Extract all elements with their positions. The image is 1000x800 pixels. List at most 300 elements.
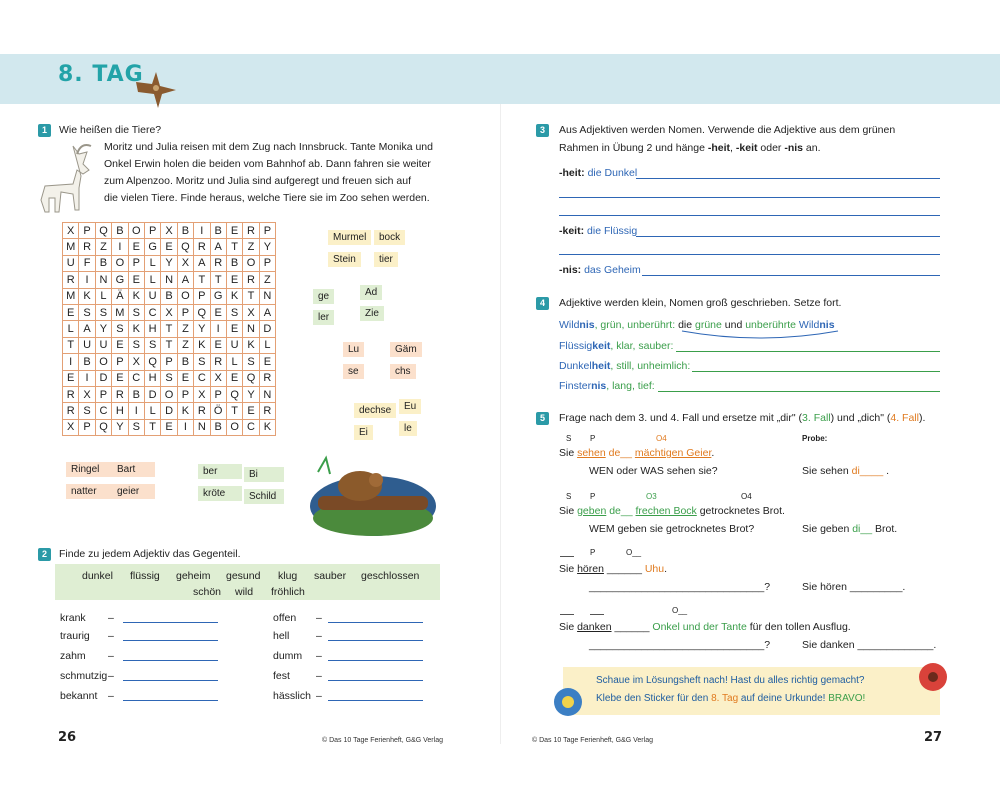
grid-cell[interactable]: I bbox=[79, 272, 95, 288]
grid-cell[interactable]: Q bbox=[177, 239, 193, 255]
grid-cell[interactable]: H bbox=[144, 370, 160, 386]
grid-cell[interactable]: X bbox=[63, 223, 79, 239]
blue-flower-icon bbox=[550, 684, 586, 720]
grid-cell[interactable]: R bbox=[194, 403, 210, 419]
text-span: Wild bbox=[559, 319, 580, 331]
syllable-tile: chs bbox=[390, 364, 416, 379]
text-span: Sie geben bbox=[802, 523, 853, 535]
grid-cell[interactable]: E bbox=[226, 370, 242, 386]
grid-cell[interactable]: Z bbox=[259, 272, 275, 288]
probe-1 bbox=[802, 463, 889, 480]
syllable-tile: tier bbox=[374, 252, 398, 267]
bird-icon bbox=[132, 64, 180, 112]
dash: – bbox=[108, 630, 114, 642]
grid-cell[interactable]: Y bbox=[259, 239, 275, 255]
grid-cell[interactable]: G bbox=[210, 288, 226, 304]
grid-cell[interactable]: P bbox=[177, 386, 193, 402]
text-span: Sie bbox=[559, 563, 578, 575]
text-span: , klar, sauber: bbox=[610, 340, 674, 352]
row-label: -keit: bbox=[559, 225, 585, 237]
text-span: heit bbox=[591, 360, 611, 372]
exercise-4-number: 4 bbox=[536, 297, 549, 310]
adjective-right: offen bbox=[273, 612, 297, 624]
page-number-left: 26 bbox=[58, 730, 77, 745]
grid-cell[interactable]: I bbox=[210, 321, 226, 337]
grid-cell[interactable]: N bbox=[243, 321, 259, 337]
grid-cell[interactable]: P bbox=[161, 354, 177, 370]
grid-cell[interactable]: K bbox=[243, 337, 259, 353]
grid-cell[interactable]: E bbox=[226, 272, 242, 288]
answer-line[interactable] bbox=[328, 622, 423, 623]
grid-cell[interactable]: A bbox=[259, 304, 275, 320]
grid-cell[interactable]: I bbox=[79, 370, 95, 386]
grid-cell[interactable]: R bbox=[243, 272, 259, 288]
grid-cell[interactable]: S bbox=[128, 304, 144, 320]
grid-cell[interactable]: U bbox=[226, 337, 242, 353]
grid-cell[interactable]: K bbox=[259, 419, 275, 435]
grid-cell[interactable]: Q bbox=[95, 419, 111, 435]
text-span: di____ bbox=[851, 465, 884, 477]
grid-cell[interactable]: O bbox=[128, 223, 144, 239]
grid-cell[interactable]: P bbox=[79, 419, 95, 435]
grid-cell[interactable]: X bbox=[79, 386, 95, 402]
syllable-tile: geier bbox=[112, 484, 155, 499]
grid-cell[interactable]: E bbox=[161, 239, 177, 255]
label-probe: Probe: bbox=[802, 434, 828, 443]
grid-cell[interactable]: X bbox=[63, 419, 79, 435]
grid-cell[interactable]: A bbox=[177, 272, 193, 288]
grid-cell[interactable]: Y bbox=[112, 419, 128, 435]
grid-cell[interactable]: D bbox=[161, 403, 177, 419]
grid-cell[interactable]: C bbox=[243, 419, 259, 435]
adjective-right: fest bbox=[273, 670, 290, 682]
grid-cell[interactable]: R bbox=[259, 370, 275, 386]
grid-cell[interactable]: K bbox=[177, 403, 193, 419]
grid-cell[interactable]: X bbox=[161, 304, 177, 320]
grid-cell[interactable]: R bbox=[210, 255, 226, 271]
grid-row bbox=[63, 304, 276, 320]
grid-cell[interactable]: B bbox=[226, 255, 242, 271]
adjective-left: krank bbox=[60, 612, 86, 624]
answer-line[interactable] bbox=[328, 640, 423, 641]
answer-line[interactable] bbox=[328, 660, 423, 661]
grid-cell[interactable]: E bbox=[128, 239, 144, 255]
grid-cell[interactable]: N bbox=[161, 272, 177, 288]
reminder-line-1: Schaue im Lösungsheft nach! Hast du alles richtig gemacht? bbox=[596, 675, 865, 686]
syllable-tile: ge bbox=[313, 289, 334, 304]
answer-line[interactable] bbox=[123, 680, 218, 681]
grid-cell[interactable]: K bbox=[79, 288, 95, 304]
beaver-illustration bbox=[308, 452, 438, 538]
grid-cell[interactable]: B bbox=[210, 419, 226, 435]
label-o: O__ bbox=[626, 548, 642, 557]
grid-cell[interactable]: Q bbox=[194, 304, 210, 320]
grid-cell[interactable]: B bbox=[161, 288, 177, 304]
grid-cell[interactable]: R bbox=[112, 386, 128, 402]
grid-cell[interactable]: L bbox=[144, 255, 160, 271]
grid-cell[interactable]: U bbox=[95, 337, 111, 353]
grid-cell[interactable]: N bbox=[259, 288, 275, 304]
exercise-4-row bbox=[559, 358, 690, 375]
grid-cell[interactable]: S bbox=[128, 419, 144, 435]
grid-cell[interactable]: P bbox=[194, 288, 210, 304]
answer-line[interactable] bbox=[676, 351, 940, 352]
text-span: ). bbox=[918, 412, 926, 424]
grid-cell[interactable]: E bbox=[128, 272, 144, 288]
grid-cell[interactable]: X bbox=[161, 223, 177, 239]
grid-cell[interactable]: S bbox=[79, 403, 95, 419]
text-span: . bbox=[883, 465, 889, 477]
text-span: , bbox=[730, 142, 736, 154]
grid-cell[interactable]: U bbox=[144, 288, 160, 304]
grid-cell[interactable]: P bbox=[128, 255, 144, 271]
grid-cell[interactable]: P bbox=[259, 223, 275, 239]
grid-cell[interactable]: I bbox=[194, 223, 210, 239]
adjective-word: gesund bbox=[226, 570, 261, 582]
answer-line[interactable] bbox=[658, 391, 940, 392]
answer-line[interactable] bbox=[328, 700, 423, 701]
grid-cell[interactable]: P bbox=[79, 223, 95, 239]
text-span: auf deine Urkunde! bbox=[738, 693, 829, 704]
grid-cell[interactable]: X bbox=[177, 255, 193, 271]
grid-cell[interactable]: Q bbox=[144, 354, 160, 370]
exercise-4-row bbox=[559, 378, 655, 395]
row-label: -heit: bbox=[559, 167, 585, 179]
grid-cell[interactable]: A bbox=[210, 239, 226, 255]
grid-cell[interactable]: Z bbox=[243, 239, 259, 255]
grid-cell[interactable]: R bbox=[63, 386, 79, 402]
grid-cell[interactable]: Ä bbox=[112, 288, 128, 304]
syllable-tile: bock bbox=[374, 230, 405, 245]
grid-cell[interactable]: K bbox=[194, 337, 210, 353]
grid-cell[interactable]: H bbox=[112, 403, 128, 419]
grid-cell[interactable]: B bbox=[177, 223, 193, 239]
answer-line[interactable] bbox=[559, 254, 940, 255]
grid-cell[interactable]: E bbox=[63, 304, 79, 320]
label-p: P bbox=[590, 548, 596, 557]
adjective-left: schmutzig bbox=[60, 670, 108, 682]
grid-cell[interactable]: D bbox=[259, 321, 275, 337]
probe-3[interactable]: Sie hören _________. bbox=[802, 581, 906, 593]
grid-cell[interactable]: B bbox=[112, 223, 128, 239]
grid-cell[interactable]: S bbox=[194, 354, 210, 370]
grid-cell[interactable]: E bbox=[112, 337, 128, 353]
grid-cell[interactable]: E bbox=[177, 370, 193, 386]
text-span: Sie bbox=[559, 447, 578, 459]
grid-cell[interactable]: X bbox=[194, 386, 210, 402]
grid-cell[interactable]: I bbox=[128, 403, 144, 419]
grid-cell[interactable]: G bbox=[112, 272, 128, 288]
grid-cell[interactable]: D bbox=[144, 386, 160, 402]
grid-cell[interactable]: E bbox=[259, 354, 275, 370]
heit-row bbox=[559, 165, 637, 182]
text-span: Sie sehen bbox=[802, 465, 852, 477]
grid-cell[interactable]: R bbox=[243, 223, 259, 239]
suffix-nis: -nis bbox=[784, 142, 804, 154]
grid-cell[interactable]: R bbox=[63, 403, 79, 419]
grid-cell[interactable]: B bbox=[95, 255, 111, 271]
answer-line[interactable] bbox=[692, 371, 940, 372]
grid-cell[interactable]: L bbox=[144, 403, 160, 419]
grid-cell[interactable]: I bbox=[112, 239, 128, 255]
grid-cell[interactable]: L bbox=[144, 272, 160, 288]
text-span: frechen Bock bbox=[635, 505, 697, 517]
grid-cell[interactable]: C bbox=[144, 304, 160, 320]
exercise-1-number: 1 bbox=[38, 124, 51, 137]
grid-cell[interactable]: O bbox=[177, 288, 193, 304]
grid-cell[interactable]: P bbox=[112, 354, 128, 370]
text-span: , lang, tief: bbox=[606, 380, 655, 392]
grid-cell[interactable]: T bbox=[210, 272, 226, 288]
exercise-4-question: Adjektive werden klein, Nomen groß geschrieben. Setze fort. bbox=[559, 297, 842, 309]
dash: – bbox=[316, 650, 322, 662]
exercise-3-text: Aus Adjektiven werden Nomen. Verwende die Adjektive aus dem grünen bbox=[559, 124, 896, 136]
grid-cell[interactable]: N bbox=[95, 272, 111, 288]
grid-cell[interactable]: X bbox=[210, 370, 226, 386]
label-s: S bbox=[566, 434, 572, 443]
nis-row bbox=[559, 262, 641, 279]
grid-cell[interactable]: R bbox=[194, 239, 210, 255]
grid-cell[interactable]: E bbox=[226, 223, 242, 239]
text-span: Uhu bbox=[644, 563, 665, 575]
exercise-2-number: 2 bbox=[38, 548, 51, 561]
text-span: die bbox=[678, 319, 695, 331]
text-span: Frage nach dem 3. und 4. Fall und ersetze mit „dir" ( bbox=[559, 412, 803, 424]
blank-line[interactable] bbox=[560, 556, 574, 557]
grid-cell[interactable]: Y bbox=[95, 321, 111, 337]
grid-cell[interactable]: N bbox=[194, 419, 210, 435]
sentence-2 bbox=[559, 503, 785, 520]
text-span: , still, unheimlich: bbox=[610, 360, 691, 372]
blank-line[interactable] bbox=[560, 614, 574, 615]
blank-line[interactable] bbox=[590, 614, 604, 615]
grid-cell[interactable]: M bbox=[112, 304, 128, 320]
adjective-word: flüssig bbox=[130, 570, 160, 582]
grid-cell[interactable]: Y bbox=[194, 321, 210, 337]
text-span: . bbox=[664, 563, 668, 575]
grid-cell[interactable]: E bbox=[226, 321, 242, 337]
text-span: 3. Fall bbox=[802, 412, 831, 424]
answer-line[interactable] bbox=[559, 197, 940, 198]
grid-cell[interactable]: S bbox=[144, 337, 160, 353]
grid-row bbox=[63, 354, 276, 370]
grid-cell[interactable]: O bbox=[95, 354, 111, 370]
grid-cell[interactable]: P bbox=[144, 223, 160, 239]
grid-cell[interactable]: Z bbox=[177, 321, 193, 337]
goat-icon bbox=[33, 140, 97, 216]
grid-cell[interactable]: S bbox=[95, 304, 111, 320]
dash: – bbox=[316, 630, 322, 642]
exercise-1-text-line: Onkel Erwin holen die beiden vom Bahnhof ab. Dann fahren sie weiter bbox=[104, 158, 431, 170]
grid-cell[interactable]: B bbox=[177, 354, 193, 370]
grid-row bbox=[63, 272, 276, 288]
answer-line[interactable] bbox=[123, 660, 218, 661]
text-span: ______ bbox=[603, 563, 645, 575]
syllable-tile: Zie bbox=[360, 306, 384, 321]
grid-cell[interactable]: T bbox=[63, 337, 79, 353]
grid-cell[interactable]: C bbox=[194, 370, 210, 386]
sentence-1 bbox=[559, 445, 714, 462]
syllable-tile: Gäm bbox=[390, 342, 422, 357]
exercise-3-number: 3 bbox=[536, 124, 549, 137]
answer-line[interactable] bbox=[559, 215, 940, 216]
grid-cell[interactable]: E bbox=[63, 370, 79, 386]
reminder-line-2 bbox=[596, 691, 865, 707]
dash: – bbox=[108, 612, 114, 624]
adjective-word: schön bbox=[193, 586, 222, 598]
footer-left: © Das 10 Tage Ferienheft, G&G Verlag bbox=[322, 737, 443, 744]
label-o: O__ bbox=[672, 606, 688, 615]
grid-cell[interactable]: X bbox=[243, 304, 259, 320]
grid-cell[interactable]: H bbox=[144, 321, 160, 337]
grid-cell[interactable]: I bbox=[177, 419, 193, 435]
question-4[interactable]: ______________________________? bbox=[589, 639, 771, 651]
adjective-word: klug bbox=[278, 570, 298, 582]
grid-cell[interactable]: U bbox=[63, 255, 79, 271]
grid-cell[interactable]: E bbox=[210, 304, 226, 320]
grid-cell[interactable]: B bbox=[79, 354, 95, 370]
grid-cell[interactable]: E bbox=[243, 403, 259, 419]
grid-cell[interactable]: F bbox=[79, 255, 95, 271]
adjective-right: hässlich bbox=[273, 690, 311, 702]
grid-cell[interactable]: M bbox=[63, 239, 79, 255]
grid-cell[interactable]: P bbox=[95, 386, 111, 402]
grid-cell[interactable]: P bbox=[177, 304, 193, 320]
grid-cell[interactable]: K bbox=[128, 321, 144, 337]
text-span: Finster bbox=[559, 380, 592, 392]
grid-cell[interactable]: X bbox=[128, 354, 144, 370]
grid-row bbox=[63, 223, 276, 239]
text-span: geben bbox=[577, 505, 607, 517]
exercise-1-text-line: zum Alpenzoo. Moritz und Julia sind aufgeregt und freuen sich auf bbox=[104, 175, 412, 187]
dash: – bbox=[316, 690, 322, 702]
grid-cell[interactable]: Z bbox=[95, 239, 111, 255]
grid-row bbox=[63, 321, 276, 337]
grid-cell[interactable]: L bbox=[63, 321, 79, 337]
grid-cell[interactable]: M bbox=[63, 288, 79, 304]
answer-line[interactable] bbox=[123, 700, 218, 701]
grid-cell[interactable]: K bbox=[226, 288, 242, 304]
grid-cell[interactable]: P bbox=[210, 386, 226, 402]
grid-cell[interactable]: Y bbox=[161, 255, 177, 271]
dash: – bbox=[108, 690, 114, 702]
grid-cell[interactable]: D bbox=[95, 370, 111, 386]
footer-right: © Das 10 Tage Ferienheft, G&G Verlag bbox=[532, 737, 653, 744]
grid-cell[interactable]: T bbox=[161, 337, 177, 353]
grid-cell[interactable]: Q bbox=[226, 386, 242, 402]
grid-cell[interactable]: O bbox=[112, 255, 128, 271]
grid-cell[interactable]: G bbox=[144, 239, 160, 255]
probe-2 bbox=[802, 521, 897, 538]
grid-cell[interactable]: Q bbox=[95, 223, 111, 239]
answer-line[interactable] bbox=[123, 640, 218, 641]
grid-cell[interactable]: O bbox=[226, 419, 242, 435]
probe-4[interactable]: Sie danken _____________. bbox=[802, 639, 937, 651]
text-span: Sie bbox=[559, 505, 578, 517]
grid-cell[interactable]: P bbox=[259, 255, 275, 271]
text-span: Rahmen in Übung 2 und hänge bbox=[559, 142, 708, 154]
syllable-tile: ber bbox=[198, 464, 242, 479]
grid-cell[interactable]: S bbox=[161, 370, 177, 386]
grid-cell[interactable]: S bbox=[243, 354, 259, 370]
grid-cell[interactable]: R bbox=[210, 354, 226, 370]
grid-cell[interactable]: A bbox=[194, 255, 210, 271]
grid-cell[interactable]: I bbox=[63, 354, 79, 370]
grid-cell[interactable]: R bbox=[79, 239, 95, 255]
grid-cell[interactable]: E bbox=[210, 337, 226, 353]
answer-line[interactable] bbox=[328, 680, 423, 681]
grid-cell[interactable]: B bbox=[128, 386, 144, 402]
answer-line[interactable] bbox=[642, 275, 940, 276]
grid-cell[interactable]: S bbox=[112, 321, 128, 337]
grid-cell[interactable]: O bbox=[161, 386, 177, 402]
adjective-word: wild bbox=[235, 586, 254, 598]
text-span: für den tollen Ausflug. bbox=[746, 621, 851, 633]
grid-cell[interactable]: L bbox=[226, 354, 242, 370]
suffix-keit: -keit bbox=[735, 142, 758, 154]
grid-cell[interactable]: Z bbox=[177, 337, 193, 353]
grid-cell[interactable]: Q bbox=[243, 370, 259, 386]
grid-cell[interactable]: C bbox=[128, 370, 144, 386]
text-span: sehen bbox=[577, 447, 606, 459]
grid-cell[interactable]: S bbox=[79, 304, 95, 320]
text-span: Wild bbox=[796, 319, 820, 331]
answer-line[interactable] bbox=[636, 236, 940, 237]
question-2: WEM geben sie getrocknetes Brot? bbox=[589, 523, 755, 535]
grid-cell[interactable]: T bbox=[144, 419, 160, 435]
syllable-tile: kröte bbox=[198, 486, 242, 501]
answer-line[interactable] bbox=[123, 622, 218, 623]
grid-cell[interactable]: Y bbox=[243, 386, 259, 402]
exercise-4-row bbox=[559, 338, 673, 355]
suffix-heit: -heit bbox=[707, 142, 731, 154]
grid-cell[interactable]: S bbox=[226, 304, 242, 320]
grid-cell[interactable]: O bbox=[243, 255, 259, 271]
grid-row bbox=[63, 386, 276, 402]
grid-cell[interactable]: N bbox=[259, 386, 275, 402]
grid-cell[interactable]: E bbox=[161, 419, 177, 435]
grid-cell[interactable]: R bbox=[259, 403, 275, 419]
grid-cell[interactable]: A bbox=[79, 321, 95, 337]
grid-cell[interactable]: K bbox=[128, 288, 144, 304]
grid-cell[interactable]: Ö bbox=[210, 403, 226, 419]
grid-cell[interactable]: T bbox=[161, 321, 177, 337]
grid-cell[interactable]: T bbox=[243, 288, 259, 304]
label-o4: O4 bbox=[741, 492, 752, 501]
grid-cell[interactable]: S bbox=[128, 337, 144, 353]
text-span: Onkel und der Tante bbox=[652, 621, 747, 633]
answer-line[interactable] bbox=[636, 178, 940, 179]
grid-cell[interactable]: R bbox=[63, 272, 79, 288]
grid-cell[interactable]: T bbox=[226, 403, 242, 419]
grid-row bbox=[63, 419, 276, 435]
grid-cell[interactable]: E bbox=[112, 370, 128, 386]
grid-cell[interactable]: U bbox=[79, 337, 95, 353]
grid-cell[interactable]: L bbox=[259, 337, 275, 353]
syllable-tile: Murmel bbox=[328, 230, 371, 245]
grid-cell[interactable]: T bbox=[194, 272, 210, 288]
grid-cell[interactable]: B bbox=[210, 223, 226, 239]
grid-row bbox=[63, 239, 276, 255]
grid-cell[interactable]: C bbox=[95, 403, 111, 419]
text-span: und bbox=[721, 319, 746, 331]
text-span: Klebe den Sticker für den bbox=[596, 693, 712, 704]
grid-cell[interactable]: T bbox=[226, 239, 242, 255]
question-3[interactable]: ______________________________? bbox=[589, 581, 771, 593]
grid-cell[interactable]: L bbox=[95, 288, 111, 304]
syllable-tile: Eu bbox=[399, 399, 421, 414]
syllable-tile: se bbox=[343, 364, 364, 379]
